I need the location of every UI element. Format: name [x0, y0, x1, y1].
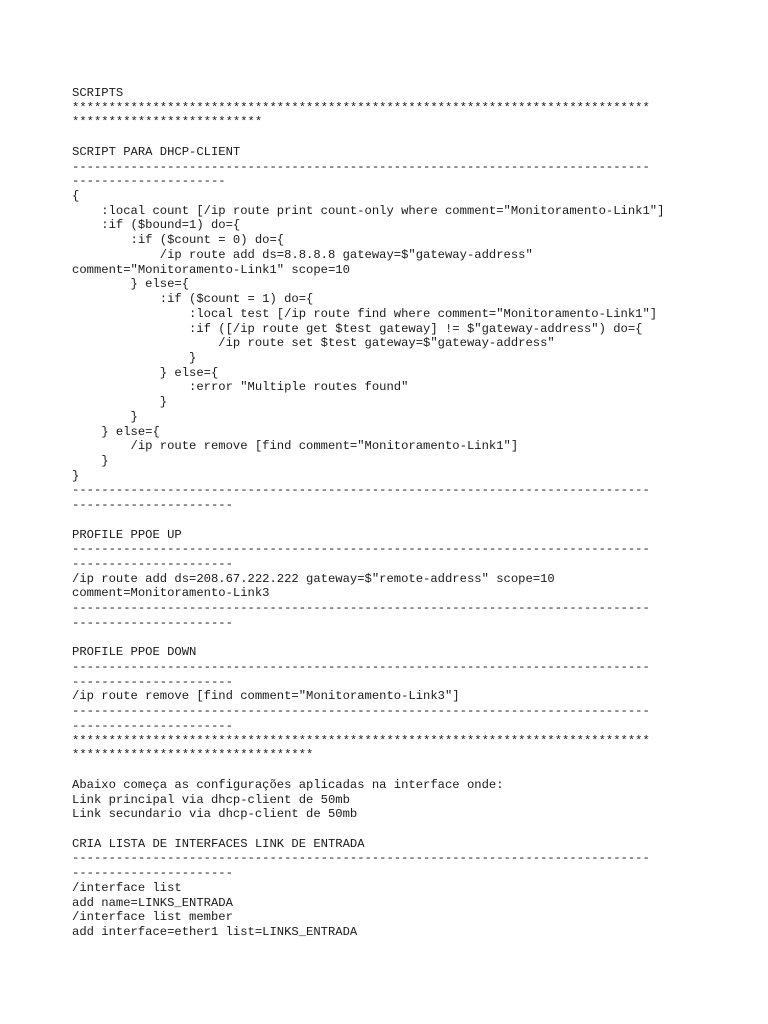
text-line: /ip route add ds=8.8.8.8 gateway=$"gateway-address": [72, 247, 533, 262]
text-line: /interface list: [72, 880, 182, 895]
text-line: -------------------------------------------------------------------------------: [72, 542, 650, 557]
text-line: [72, 130, 762, 145]
text-line: } else={: [72, 365, 219, 380]
text-line: SCRIPTS: [72, 86, 124, 100]
text-line: :if ($count = 1) do={: [72, 292, 314, 307]
text-line: ----------------------: [72, 866, 233, 881]
text-line: :local count [/ip route print count-only where comment="Monitoramento-Link1"]: [72, 203, 665, 218]
text-line: ----------------------: [72, 557, 233, 571]
text-line: }: [72, 350, 197, 365]
text-line: -------------------------------------------------------------------------------: [72, 704, 650, 719]
text-line: ----------------------: [72, 498, 233, 513]
text-line: -------------------------------------------------------------------------------: [72, 601, 650, 616]
text-line: [72, 822, 762, 837]
text-line: /ip route remove [find comment="Monitoramento-Link1"]: [72, 439, 519, 454]
text-line: *******************************************************************************: [72, 733, 650, 748]
text-line: Link principal via dhcp-client de 50mb: [72, 792, 350, 807]
text-line: add name=LINKS_ENTRADA: [72, 895, 233, 910]
text-line: -------------------------------------------------------------------------------: [72, 159, 650, 174]
text-line: ---------------------: [72, 174, 226, 189]
text-line: [72, 631, 762, 646]
text-line: }: [72, 395, 168, 410]
text-line: Link secundario via dhcp-client de 50mb: [72, 807, 358, 822]
text-line: ----------------------: [72, 718, 233, 733]
text-line: PROFILE PPOE DOWN: [72, 645, 197, 660]
text-line: } else={: [72, 277, 190, 292]
text-line: SCRIPT PARA DHCP-CLIENT: [72, 144, 241, 159]
text-line: :if ([/ip route get $test gateway] != $"gateway-address") do={: [72, 321, 643, 336]
text-line: /ip route set $test gateway=$"gateway-address": [72, 336, 555, 351]
text-line: comment=Monitoramento-Link3: [72, 586, 270, 601]
text-line: comment="Monitoramento-Link1" scope=10: [72, 262, 350, 277]
text-line: *******************************************************************************: [72, 100, 650, 115]
text-line: **************************: [72, 115, 263, 130]
text-line: Abaixo começa as configurações aplicadas na interface onde:: [72, 777, 504, 792]
text-line: -------------------------------------------------------------------------------: [72, 483, 650, 498]
text-line: ----------------------: [72, 615, 233, 630]
text-line: [72, 513, 762, 528]
document-page: [72, 86, 762, 940]
text-line: /ip route remove [find comment="Monitoramento-Link3"]: [72, 689, 460, 704]
text-line: ----------------------: [72, 674, 233, 689]
text-line: } else={: [72, 424, 160, 439]
text-line: /ip route add ds=208.67.222.222 gateway=$"remote-address" scope=10: [72, 571, 555, 586]
text-line: [72, 763, 762, 778]
text-line: -------------------------------------------------------------------------------: [72, 851, 650, 866]
text-line: :local test [/ip route find where comment="Monitoramento-Link1"]: [72, 306, 658, 321]
text-line: }: [72, 468, 80, 483]
text-line: CRIA LISTA DE INTERFACES LINK DE ENTRADA: [72, 836, 365, 851]
text-line: }: [72, 409, 138, 424]
text-line: }: [72, 453, 109, 468]
text-line: {: [72, 189, 80, 204]
text-line: add interface=ether1 list=LINKS_ENTRADA: [72, 924, 358, 939]
text-line: :error "Multiple routes found": [72, 380, 409, 395]
text-line: :if ($count = 0) do={: [72, 233, 285, 248]
text-line: /interface list member: [72, 910, 233, 925]
text-line: PROFILE PPOE UP: [72, 527, 182, 542]
text-line: *********************************: [72, 748, 314, 763]
text-line: -------------------------------------------------------------------------------: [72, 660, 650, 675]
text-line: :if ($bound=1) do={: [72, 218, 241, 233]
